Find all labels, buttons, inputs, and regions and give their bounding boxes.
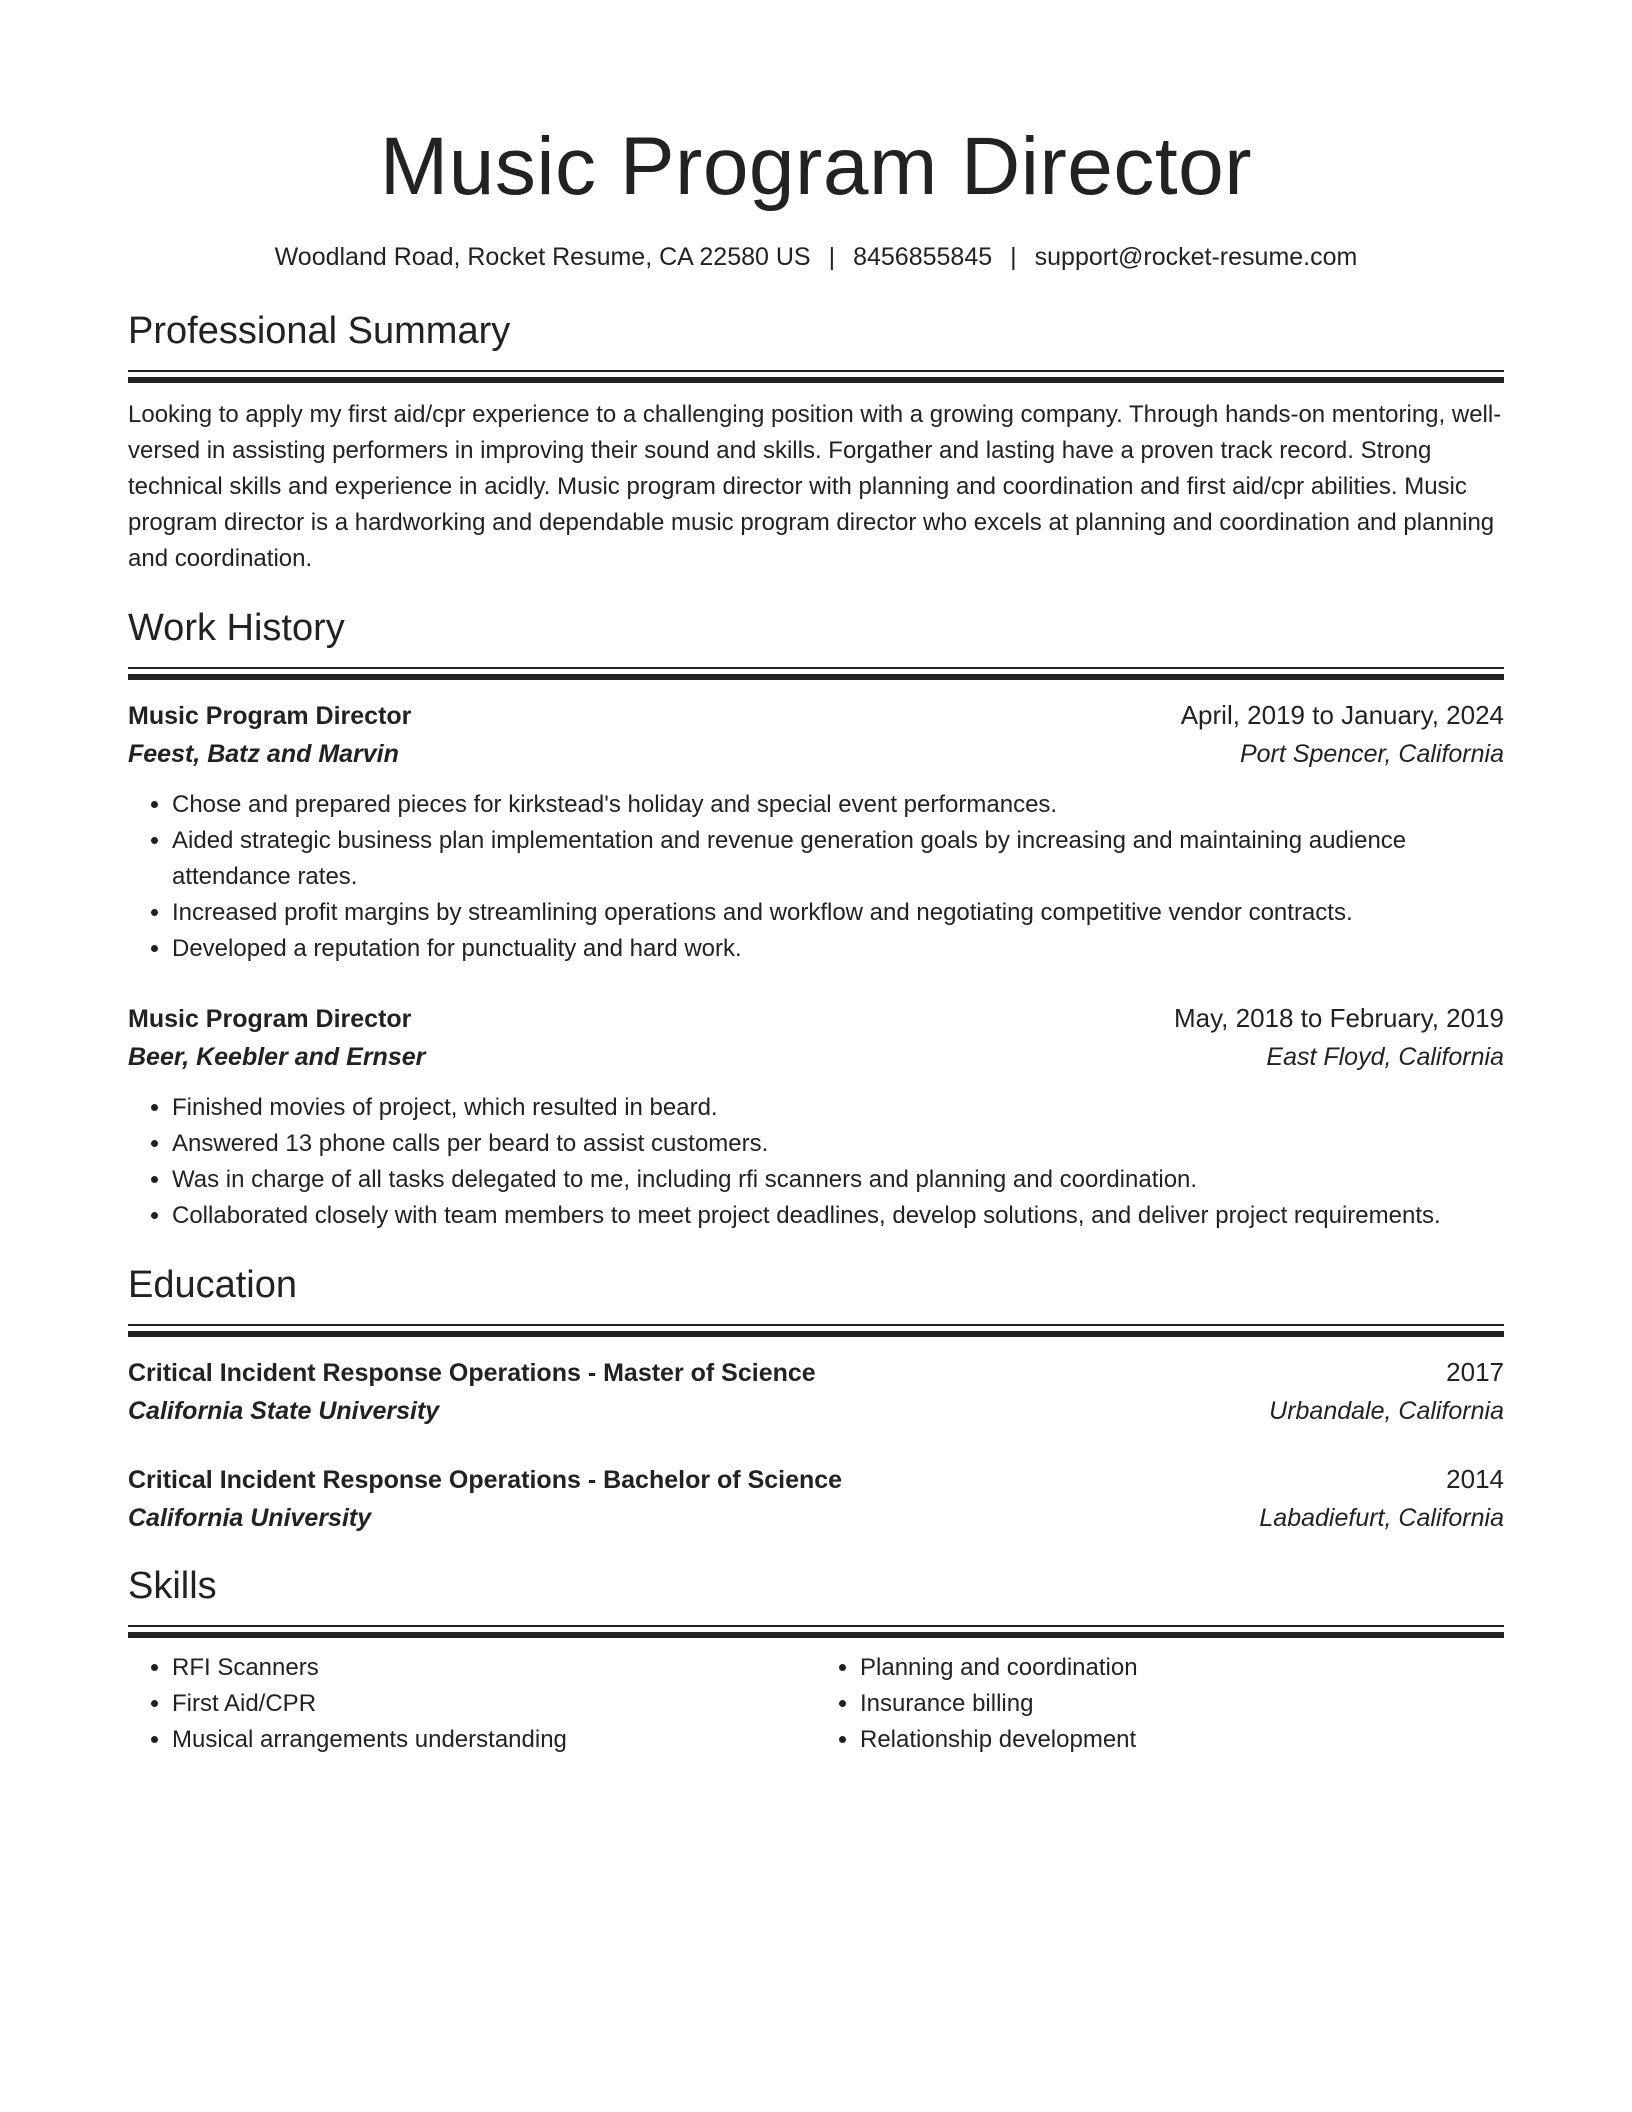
- section-divider: [128, 1625, 1504, 1638]
- education-school: California University: [128, 1504, 372, 1532]
- education-header: [128, 1353, 1504, 1392]
- section-divider: [128, 1324, 1504, 1337]
- job-bullet: • Chose and prepared pieces for kirkstead's holiday and special event performances.: [172, 787, 1504, 823]
- skill-item: • Musical arrangements understanding: [172, 1722, 816, 1758]
- candidate-name: Music Program Director: [379, 121, 1253, 212]
- contact-separator: |: [828, 243, 836, 271]
- skill-item: • Planning and coordination: [860, 1650, 1504, 1686]
- work-history-section: [128, 605, 1504, 1234]
- skills-grid: [128, 1650, 1504, 1758]
- contact-email[interactable]: support@rocket-resume.com: [1034, 243, 1358, 271]
- summary-section: [128, 308, 1504, 577]
- skills-column-left: [128, 1650, 816, 1758]
- job-bullets: [128, 1090, 1504, 1234]
- job-header: [128, 999, 1504, 1038]
- summary-text: Looking to apply my first aid/cpr experience to a challenging position with a growing company. Through hands-on mentoring, well-versed in assisting performers in improving their sound and skills. Forgather and lasting have a proven track record. Strong technical skills and experience in acidly. Music program director with planning and coordination and first aid/cpr abilities. Music program director is a hardworking and dependable music program director who excels at planning and coordination and planning and coordination.: [128, 401, 1502, 572]
- job-bullet: • Was in charge of all tasks delegated to me, including rfi scanners and planning and coordination.: [172, 1162, 1504, 1198]
- education-degree: Critical Incident Response Operations - Master of Science: [128, 1359, 816, 1387]
- section-divider: [128, 370, 1504, 383]
- job-dates: May, 2018 to February, 2019: [1173, 1003, 1504, 1033]
- contact-separator: |: [1010, 243, 1017, 271]
- skill-item: • Relationship development: [860, 1722, 1504, 1758]
- job-bullets: [128, 787, 1504, 967]
- job-employer: Feest, Batz and Marvin: [128, 740, 399, 768]
- skill-item: • RFI Scanners: [172, 1650, 816, 1686]
- skill-item: • Insurance billing: [860, 1686, 1504, 1722]
- education-subheader: [128, 1392, 1504, 1430]
- education-entry: [128, 1353, 1504, 1430]
- education-year: 2017: [1446, 1357, 1504, 1387]
- job-bullet: • Increased profit margins by streamlining operations and workflow and negotiating competitive vendor contracts.: [172, 895, 1504, 931]
- job-location: East Floyd, California: [1266, 1043, 1504, 1071]
- job-title: Music Program Director: [128, 702, 412, 730]
- job-entry: [128, 999, 1504, 1234]
- job-bullet: • Answered 13 phone calls per beard to assist customers.: [172, 1126, 1504, 1162]
- job-title: Music Program Director: [128, 1005, 412, 1033]
- education-degree: Critical Incident Response Operations - Bachelor of Science: [128, 1466, 843, 1494]
- education-header: [128, 1460, 1504, 1499]
- section-title-work-history: Work History: [128, 607, 345, 649]
- job-dates: April, 2019 to January, 2024: [1180, 700, 1504, 730]
- contact-address: Woodland Road, Rocket Resume, CA 22580 US: [274, 243, 811, 271]
- job-bullet: • Aided strategic business plan implementation and revenue generation goals by increasing and maintaining audience attendance rates.: [172, 823, 1504, 895]
- section-title-summary: Professional Summary: [128, 310, 511, 352]
- education-entry: [128, 1460, 1504, 1537]
- education-section: [128, 1262, 1504, 1537]
- skill-item: • First Aid/CPR: [172, 1686, 816, 1722]
- section-divider: [128, 667, 1504, 680]
- section-title-education: Education: [128, 1264, 298, 1306]
- skills-section: [128, 1563, 1504, 1758]
- education-school: California State University: [128, 1397, 440, 1425]
- skills-list: [128, 1650, 816, 1758]
- section-title-skills: Skills: [128, 1565, 217, 1607]
- job-subheader: [128, 1038, 1504, 1076]
- job-employer: Beer, Keebler and Ernser: [128, 1043, 426, 1071]
- job-subheader: [128, 735, 1504, 773]
- job-location: Port Spencer, California: [1239, 740, 1504, 768]
- education-subheader: [128, 1499, 1504, 1537]
- contact-phone: 8456855845: [853, 243, 993, 271]
- education-year: 2014: [1446, 1464, 1504, 1494]
- education-location: Urbandale, California: [1269, 1397, 1504, 1425]
- skills-column-right: [816, 1650, 1504, 1758]
- job-bullet: • Developed a reputation for punctuality and hard work.: [172, 931, 1504, 967]
- job-bullet: • Finished movies of project, which resulted in beard.: [172, 1090, 1504, 1126]
- contact-line: [128, 240, 1504, 274]
- job-bullet: • Collaborated closely with team members to meet project deadlines, develop solutions, and deliver project requirements.: [172, 1198, 1504, 1234]
- job-entry: [128, 696, 1504, 967]
- job-header: [128, 696, 1504, 735]
- skills-list: [816, 1650, 1504, 1758]
- education-location: Labadiefurt, California: [1259, 1504, 1504, 1532]
